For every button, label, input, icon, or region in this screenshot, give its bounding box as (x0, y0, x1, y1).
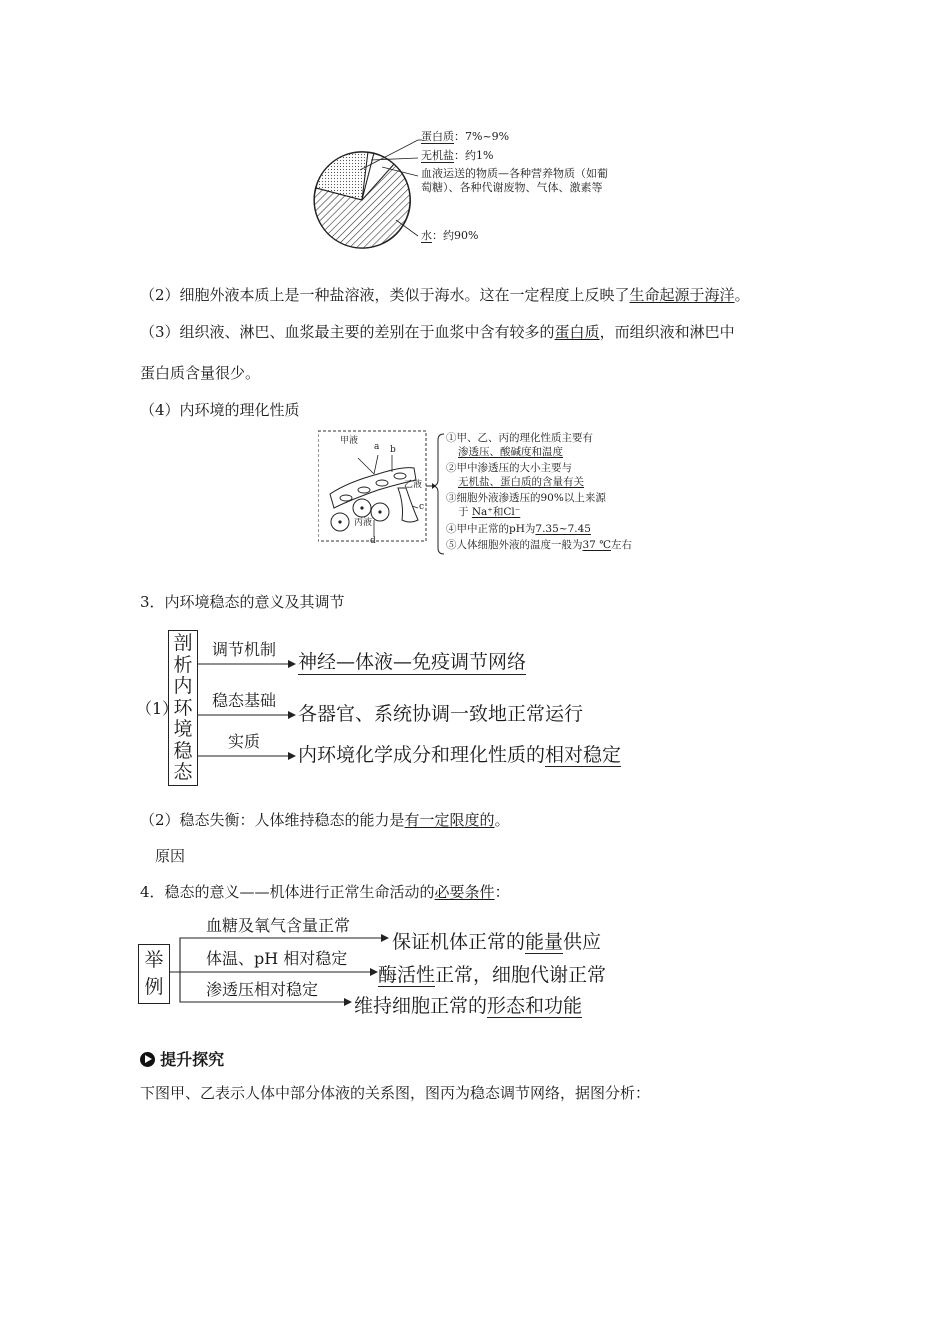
box-char: 稳 (173, 739, 193, 762)
pie-label-water: 水：约90% (421, 229, 479, 242)
label-b: b (390, 445, 396, 455)
box-char: 举 (144, 949, 164, 971)
fig2-item-5: ⑤人体细胞外液的温度一般为37 ℃左右 (446, 539, 632, 551)
fig2-item-4: ④甲中正常的pH为7.35~7.45 (446, 523, 591, 535)
fig4-label-osmotic: 渗透压相对稳定 (206, 980, 319, 999)
box-char: 态 (173, 761, 193, 783)
fig2-item-2b: 无机盐、蛋白质的含量有关 (458, 476, 584, 488)
paragraph-3: （3）组织液、淋巴、血浆最主要的差别在于血浆中含有较多的蛋白质，而组织液和淋巴中 (140, 323, 735, 341)
pie-label-transport-2: 萄糖）、各种代谢废物、气体、激素等 (421, 181, 603, 194)
play-circle-icon (140, 1052, 155, 1067)
label-c: c (419, 502, 425, 512)
paragraph-2: （2）细胞外液本质上是一种盐溶液，类似于海水。这在一定程度上反映了生命起源于海洋。 (140, 286, 750, 304)
fig2-item-2a: ②甲中渗透压的大小主要与 (446, 462, 572, 474)
tisheng-title: 提升探究 (160, 1050, 225, 1069)
fig4-text-energy: 保证机体正常的能量供应 (392, 931, 602, 953)
label-jia: 甲液 (340, 436, 359, 446)
fig3-label-essence: 实质 (228, 732, 261, 751)
pie-label-protein: 蛋白质：7%~9% (421, 130, 510, 143)
homeostasis-figure (136, 630, 656, 790)
fig3-label-regulation: 调节机制 (212, 640, 277, 659)
box-char: 境 (173, 718, 193, 740)
fig2-item-3a: ③细胞外液渗透压的90%以上来源 (446, 492, 606, 504)
box-char: 例 (144, 976, 164, 998)
box-char: 内 (173, 675, 193, 697)
fig3-number: （1） (136, 699, 179, 718)
pie-figure (300, 120, 660, 260)
fig3-label-basis: 稳态基础 (212, 691, 277, 710)
label-yi: 乙液 (404, 480, 423, 490)
box-char: 剖 (173, 632, 193, 654)
final-paragraph: 下图甲、乙表示人体中部分体液的关系图，图丙为稳态调节网络，据图分析： (140, 1084, 651, 1102)
box-char: 环 (173, 696, 193, 719)
label-d: d (370, 536, 376, 546)
section-tisheng (140, 1047, 224, 1070)
fig4-label-glucose: 血糖及氧气含量正常 (206, 916, 351, 935)
paragraph-4: （4）内环境的理化性质 (140, 401, 300, 419)
paragraph-imbalance: （2）稳态失衡：人体维持稳态的能力是有一定限度的。 (140, 811, 510, 829)
label-bing: 丙液 (354, 518, 373, 528)
fig4-text-form: 维持细胞正常的形态和功能 (354, 995, 583, 1017)
fig2-item-1a: ①甲、乙、丙的理化性质主要有 (446, 432, 593, 444)
fig2-item-1b: 渗透压、酸碱度和温度 (458, 446, 563, 458)
fig2-item-3b: 于 Na⁺和Cl⁻ (458, 506, 521, 518)
paragraph-3-line2: 蛋白质含量很少。 (140, 364, 261, 382)
reason-label: 原因 (155, 847, 186, 865)
physiochem-figure (318, 428, 658, 562)
section-4-title: 4．稳态的意义——机体进行正常生命活动的必要条件： (140, 883, 510, 901)
fig3-text-regulation: 神经—体液—免疫调节网络 (298, 651, 527, 673)
examples-figure (138, 914, 638, 1024)
fig4-label-temperature: 体温、pH 相对稳定 (206, 949, 348, 968)
fig3-text-basis: 各器官、系统协调一致地正常运行 (298, 703, 584, 725)
box-char: 析 (173, 653, 193, 676)
pie-label-salt: 无机盐：约1% (421, 149, 494, 162)
pie-label-transport-1: 血液运送的物质—各种营养物质（如葡 (421, 167, 608, 180)
fig4-text-enzyme: 酶活性正常，细胞代谢正常 (378, 964, 607, 986)
fig3-text-essence: 内环境化学成分和理化性质的相对稳定 (298, 744, 622, 766)
label-a: a (374, 442, 380, 452)
section-3-title: 3．内环境稳态的意义及其调节 (140, 593, 345, 611)
